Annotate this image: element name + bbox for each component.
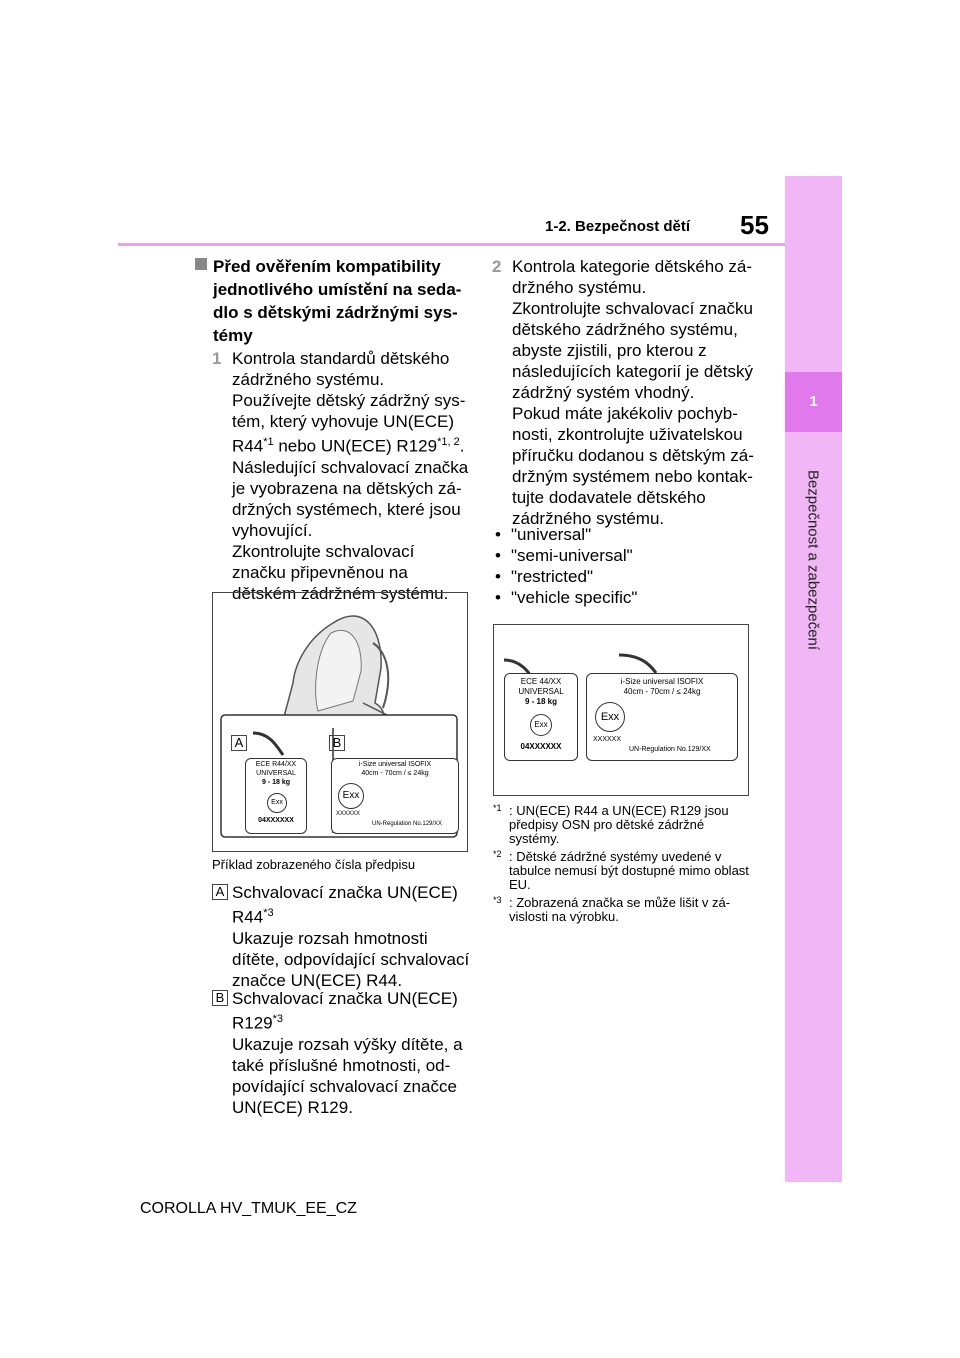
isize-label: i-Size universal ISOFIX 40cm - 70cm / ≤ 24kg Exx XXXXXX UN-Regulation No.129/XX (331, 758, 459, 834)
page-number: 55 (740, 210, 769, 240)
isize-label-2: i-Size universal ISOFIX 40cm - 70cm / ≤ 24kg Exx XXXXXX UN-Regulation No.129/XX (586, 673, 738, 761)
list-item: • "semi-universal" (493, 545, 753, 566)
item-a: A Schvalovací značka UN(ECE) R44$^{*3}$ Ukazuje rozsah hmotnosti dítěte, odpovídající schvalovací značce UN(ECE) R44. (232, 882, 472, 991)
footnote: *1 : UN(ECE) R44 a UN(ECE) R129 jsou předpisy OSN pro dětské zádržné systémy. (493, 803, 729, 846)
step-text: Používejte dětský zádržný systém, který vyhovuje UN(ECE) R44$^{*1}$ nebo UN(ECE) R129$^{*1, 2}$. (232, 391, 466, 456)
step-text: Zkontrolujte schvalovací značku připevněnou na dětském zádržném systému. (232, 541, 449, 603)
label-b: B (329, 735, 345, 751)
heading-text: Před ověřením kompatibility jednotlivého umístění na sedadlo s dětskými zádržnými systémy (213, 257, 462, 345)
heading (213, 255, 473, 347)
ece-44-label: ECE 44/XX UNIVERSAL 9 - 18 kg Exx 04XXXXXX (504, 673, 578, 761)
chapter-tab[interactable]: 1 (785, 372, 842, 432)
footnote: *2 : Dětské zádržné systémy uvedené v tabulce nemusí být dostupné mimo oblast EU. (493, 849, 749, 892)
sidebar (785, 176, 842, 1182)
label-a-box: A (212, 884, 228, 900)
ece-r44-label: ECE R44/XX UNIVERSAL 9 - 18 kg Exx 04XXXXXX (245, 758, 307, 834)
step-text: Kontrola standardů dětského zádržného systému. (232, 349, 450, 389)
section-title: 1-2. Bezpečnost dětí (545, 218, 691, 235)
figure-caption: Příklad zobrazeného čísla předpisu (212, 857, 416, 872)
list-item: • "universal" (493, 524, 753, 545)
step-number: 2 (492, 257, 502, 276)
list-item: • "restricted" (493, 566, 753, 587)
list-item: • "vehicle specific" (493, 587, 753, 608)
figure-labels (493, 624, 749, 796)
figure-child-seat (212, 592, 468, 852)
footnote: *3 : Zobrazená značka se může lišit v závislosti na výrobku. (493, 895, 731, 924)
item-b: B Schvalovací značka UN(ECE) R129$^{*3}$ Ukazuje rozsah výšky dítěte, a také příslušné hmotnosti, odpovídající schvalovací značce UN(ECE) R129. (232, 988, 472, 1118)
footer: COROLLA HV_TMUK_EE_CZ (140, 1200, 357, 1217)
chapter-title: Bezpečnost a zabezpečení (804, 469, 822, 651)
step-text: Následující schvalovací značka je vyobrazena na dětských zádržných systémech, které jsou vyhovující. (232, 457, 469, 540)
step-2 (492, 256, 757, 529)
step-text: Pokud máte jakékoliv pochybnosti, zkontrolujte uživatelskou příručku dodanou s dětským zádržným systémem nebo kontaktujte dodavatele dětského zádržného systému. (512, 404, 754, 528)
square-bullet-icon (195, 258, 207, 270)
step-1 (212, 348, 472, 604)
label-a: A (231, 735, 247, 751)
header-rule (118, 243, 785, 246)
step-text: Kontrola kategorie dětského zádržného systému. (512, 257, 753, 297)
footnotes (493, 804, 753, 928)
step-text: Zkontrolujte schvalovací značku dětského zádržného systému, abyste zjistili, pro kterou z následujících kategorií je dětský zádržný systém vhodný. (512, 299, 753, 402)
step-number: 1 (212, 349, 222, 368)
category-list (493, 524, 753, 608)
label-b-box: B (212, 990, 228, 1006)
